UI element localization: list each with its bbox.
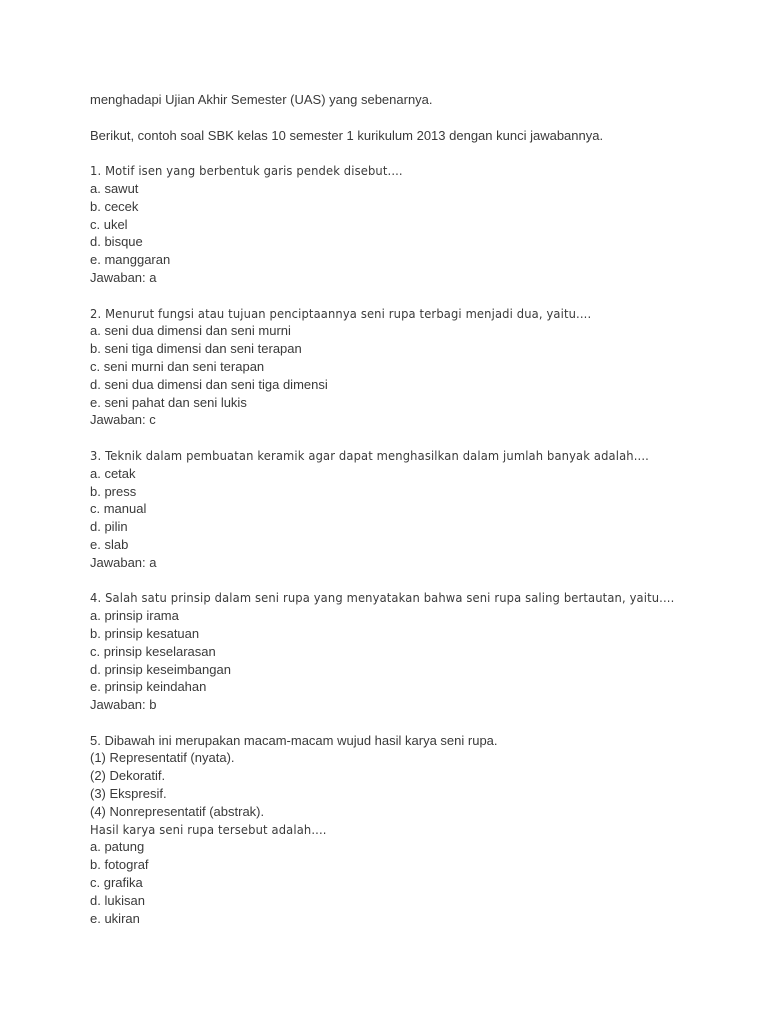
- question-5: [90, 732, 750, 928]
- question-1: [90, 162, 750, 287]
- statement-item: (4) Nonrepresentatif (abstrak).: [90, 803, 265, 819]
- answer-option: b. fotograf: [90, 857, 149, 873]
- answer-option: c. ukel: [90, 216, 128, 232]
- answer-key: Jawaban: b: [90, 697, 157, 713]
- answer-option: a. sawut: [90, 180, 139, 196]
- answer-option: e. manggaran: [90, 252, 171, 268]
- statement-item: (2) Dekoratif.: [90, 768, 166, 784]
- answer-key: Jawaban: a: [90, 554, 157, 570]
- answer-option: c. seni murni dan seni terapan: [90, 358, 265, 374]
- question-2: [90, 305, 750, 430]
- answer-option: c. prinsip keselarasan: [90, 643, 216, 659]
- answer-option: a. patung: [90, 839, 145, 855]
- question-stem: 5. Dibawah ini merupakan macam-macam wujud hasil karya seni rupa.: [90, 732, 498, 748]
- question-stem: 1. Motif isen yang berbentuk garis pendek disebut....: [90, 163, 403, 179]
- answer-option: d. seni dua dimensi dan seni tiga dimensi: [90, 376, 328, 392]
- answer-option: d. prinsip keseimbangan: [90, 661, 231, 677]
- answer-option: d. bisque: [90, 234, 143, 250]
- answer-option: e. prinsip keindahan: [90, 679, 207, 695]
- question-stem: 3. Teknik dalam pembuatan keramik agar dapat menghasilkan dalam jumlah banyak adalah....: [90, 447, 649, 463]
- answer-key: Jawaban: a: [90, 269, 157, 285]
- question-stem: 2. Menurut fungsi atau tujuan penciptaannya seni rupa terbagi menjadi dua, yaitu....: [90, 305, 592, 321]
- answer-option: b. press: [90, 483, 137, 499]
- answer-option: d. lukisan: [90, 892, 145, 908]
- question-3: [90, 447, 750, 572]
- question-prompt: Hasil karya seni rupa tersebut adalah....: [90, 821, 327, 837]
- answer-option: c. grafika: [90, 875, 143, 891]
- answer-option: b. prinsip kesatuan: [90, 625, 200, 641]
- answer-option: e. ukiran: [90, 910, 140, 926]
- spacer: [90, 572, 750, 590]
- answer-option: e. seni pahat dan seni lukis: [90, 394, 247, 410]
- statement-item: (3) Ekspresif.: [90, 786, 167, 802]
- document-page: [90, 91, 750, 927]
- answer-option: a. seni dua dimensi dan seni murni: [90, 323, 291, 339]
- intro-line: Berikut, contoh soal SBK kelas 10 semester 1 kurikulum 2013 dengan kunci jawabannya.: [90, 127, 604, 143]
- question-4: [90, 589, 750, 714]
- answer-option: d. pilin: [90, 519, 128, 535]
- answer-option: e. slab: [90, 536, 129, 552]
- answer-option: b. seni tiga dimensi dan seni terapan: [90, 341, 302, 357]
- answer-key: Jawaban: c: [90, 412, 156, 428]
- spacer: [90, 429, 750, 447]
- intro-line: menghadapi Ujian Akhir Semester (UAS) yang sebenarnya.: [90, 92, 433, 107]
- spacer: [90, 287, 750, 305]
- answer-option: a. prinsip irama: [90, 608, 179, 624]
- question-stem: 4. Salah satu prinsip dalam seni rupa yang menyatakan bahwa seni rupa saling bertautan, yaitu....: [90, 590, 675, 606]
- answer-option: a. cetak: [90, 465, 136, 481]
- answer-option: b. cecek: [90, 198, 139, 214]
- answer-option: c. manual: [90, 501, 147, 517]
- spacer: [90, 109, 750, 127]
- spacer: [90, 714, 750, 732]
- statement-item: (1) Representatif (nyata).: [90, 750, 235, 766]
- spacer: [90, 144, 750, 162]
